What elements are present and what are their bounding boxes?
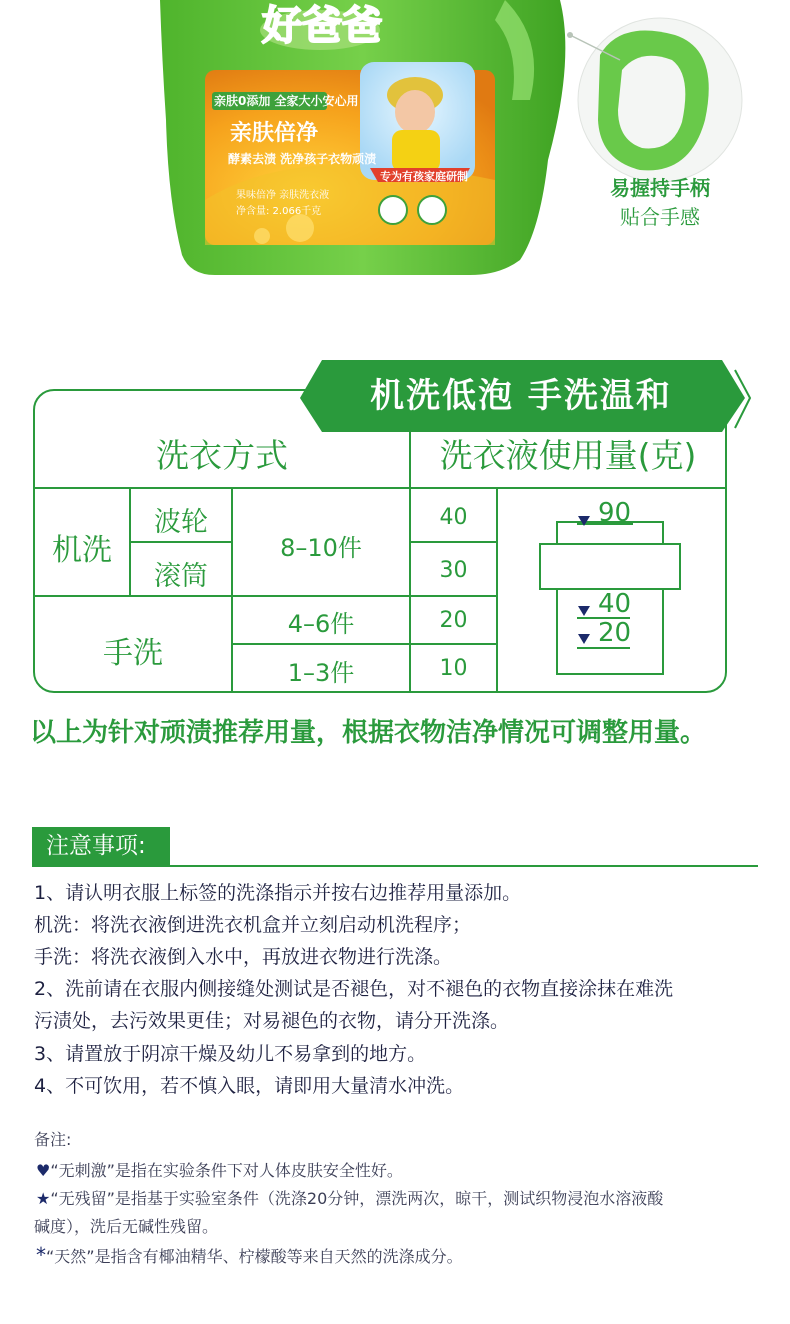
- brand-logo: 好爸爸: [262, 3, 382, 49]
- amount-impeller: 40: [439, 505, 468, 530]
- remark-item: [36, 1158, 403, 1181]
- remark-item: [36, 1243, 463, 1267]
- cup-mark-90: 90: [598, 498, 632, 528]
- hand-load-1: 4–6件: [287, 610, 355, 638]
- bottle-product-type: 果味倍净 亲肤洗衣液: [236, 190, 330, 201]
- recommend-note: 以上为针对顽渍推荐用量，根据衣物洁净情况可调整用量。: [30, 718, 707, 748]
- amount-drum: 30: [439, 558, 468, 583]
- cup-mark-20: 20: [598, 618, 632, 648]
- remarks-title: 备注:: [34, 1130, 72, 1149]
- bottle-tagline-sub: 酵素去渍 洗净孩子衣物顽渍: [228, 152, 377, 166]
- precaution-line: 手洗：将洗衣液倒入水中，再放进衣物进行洗涤。: [34, 946, 453, 968]
- precaution-line: 机洗：将洗衣液倒进洗衣机盒并立刻启动机洗程序；: [34, 914, 472, 936]
- remark-text: “天然”是指含有椰油精华、柠檬酸等来自天然的洗涤成分。: [46, 1247, 463, 1266]
- precaution-line: 2、洗前请在衣服内侧接缝处测试是否褪色，对不褪色的衣物直接涂抹在难洗: [34, 978, 674, 1000]
- heart-icon: ♥: [36, 1161, 51, 1180]
- usage-banner-title: 机洗低泡 手洗温和: [370, 376, 672, 416]
- precautions-divider: [32, 865, 758, 867]
- star-icon: ★: [36, 1189, 51, 1208]
- detergent-bottle-image: [0, 0, 790, 330]
- bottle-badge-text: 专为有孩家庭研制: [380, 170, 468, 183]
- precaution-line: 1、请认明衣服上标签的洗涤指示并按右边推荐用量添加。: [34, 882, 522, 904]
- hand-load-2: 1–3件: [287, 659, 355, 687]
- remark-text: “无残留”是指基于实验室条件（洗涤20分钟，漂洗两次，晾干，测试织物浸泡水溶液酸: [50, 1189, 664, 1208]
- remark-item: [36, 1186, 663, 1209]
- precautions-title: 注意事项:: [32, 827, 170, 865]
- asterisk-icon: *: [36, 1243, 46, 1267]
- product-hero: [0, 0, 790, 330]
- bottle-tagline-big: 亲肤倍净: [230, 121, 319, 146]
- machine-load: 8–10件: [280, 534, 362, 562]
- impeller-label: 波轮: [154, 507, 208, 538]
- bottle-net-content: 净含量: 2.066千克: [236, 206, 322, 217]
- handle-callout: [600, 174, 720, 232]
- machine-wash-label: 机洗: [52, 533, 112, 568]
- cup-mark-40: 40: [598, 589, 632, 619]
- precaution-line: 3、请置放于阴凉干燥及幼儿不易拿到的地方。: [34, 1043, 427, 1065]
- bottle-tagline-small: 亲肤0添加 全家大小安心用: [214, 94, 359, 108]
- precaution-line: 4、不可饮用，若不慎入眼，请即用大量清水冲洗。: [34, 1075, 465, 1097]
- amount-hand-1-3: 10: [439, 656, 468, 681]
- handle-callout-line2: 贴合手感: [620, 205, 700, 229]
- drum-label: 滚筒: [154, 561, 208, 592]
- header-wash-method: 洗衣方式: [156, 436, 288, 475]
- amount-hand-4-6: 20: [439, 608, 468, 633]
- hand-wash-label: 手洗: [103, 636, 163, 671]
- remark-item: [34, 1214, 218, 1237]
- handle-callout-line1: 易握持手柄: [610, 176, 710, 200]
- precaution-line: 污渍处，去污效果更佳；对易褪色的衣物，请分开洗涤。: [34, 1010, 510, 1032]
- remark-text: “无刺激”是指在实验条件下对人体皮肤安全性好。: [50, 1161, 403, 1180]
- remark-text: 碱度），洗后无碱性残留。: [34, 1217, 219, 1236]
- header-detergent-amount: 洗衣液使用量(克): [439, 436, 697, 475]
